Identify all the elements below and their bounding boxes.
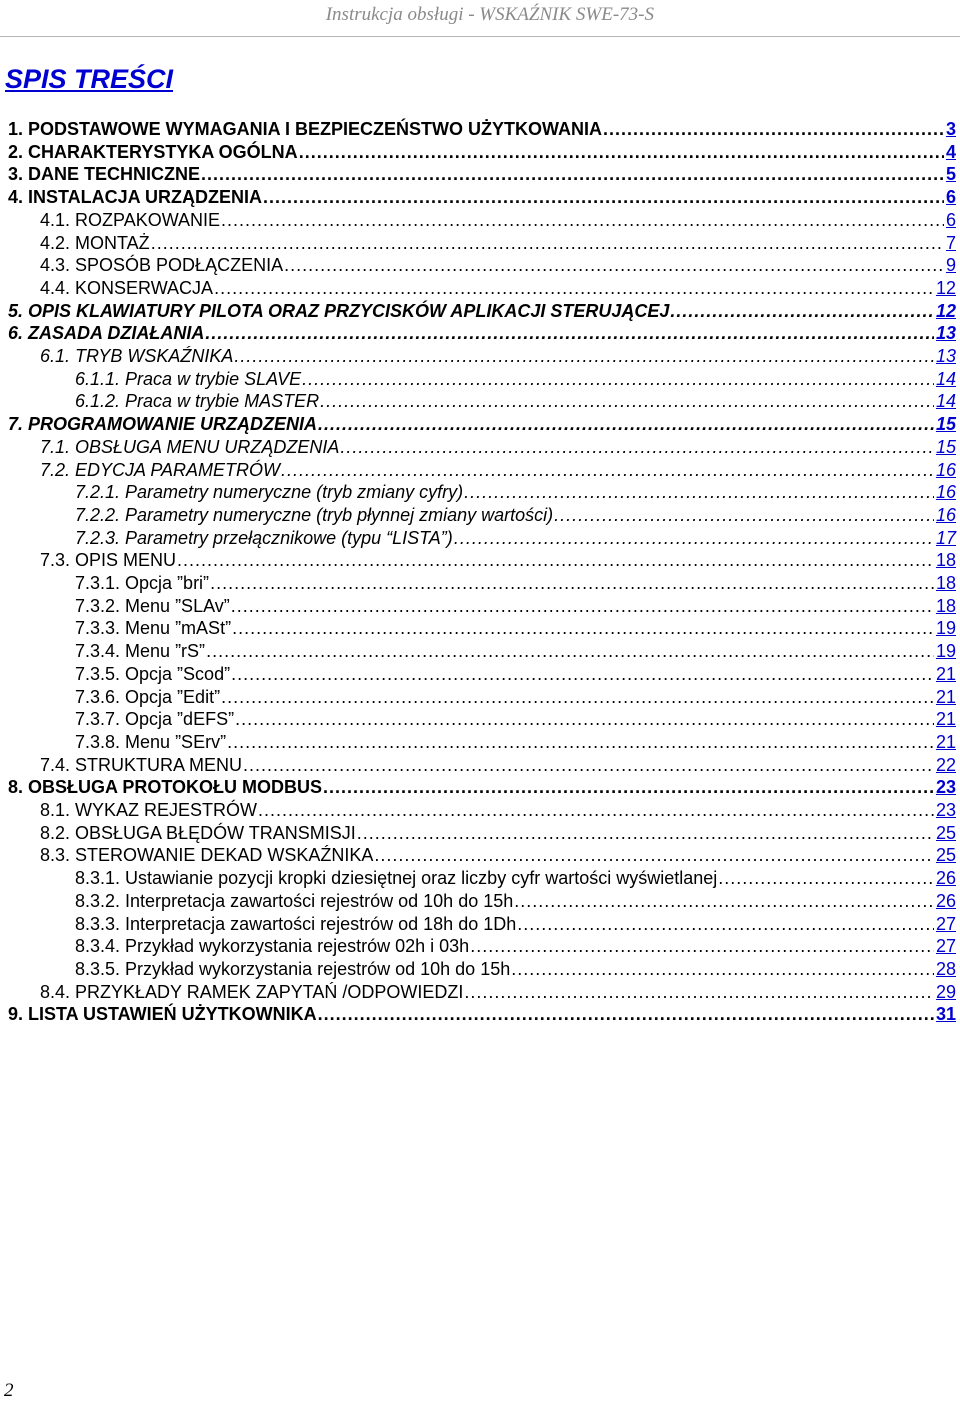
- toc-dot-leader: [320, 390, 934, 412]
- toc-entry-label: 7.2.1. Parametry numeryczne (tryb zmiany cyfry): [75, 482, 464, 503]
- toc-dot-leader: [374, 844, 934, 866]
- toc-dot-leader: [258, 799, 934, 821]
- toc-entry[interactable]: [40, 549, 956, 571]
- toc-entry[interactable]: [75, 617, 956, 639]
- toc-entry[interactable]: [75, 663, 956, 685]
- toc-entry[interactable]: [8, 776, 956, 798]
- toc-entry[interactable]: [40, 844, 956, 866]
- toc-entry[interactable]: [40, 754, 956, 776]
- toc-entry-label: 7.3.3. Menu ”mASt”: [75, 618, 232, 639]
- toc-entry-page-link[interactable]: 16: [935, 504, 956, 525]
- toc-entry[interactable]: [40, 345, 956, 367]
- toc-entry[interactable]: [75, 595, 956, 617]
- toc-entry[interactable]: [75, 867, 956, 889]
- toc-entry-page-link[interactable]: 18: [935, 573, 956, 593]
- toc-entry-page-link[interactable]: 12: [935, 277, 956, 298]
- toc-entry[interactable]: [40, 981, 956, 1003]
- toc-entry[interactable]: [75, 958, 956, 980]
- toc-entry-page-link[interactable]: 27: [935, 936, 956, 957]
- toc-entry-page-link[interactable]: 27: [935, 913, 956, 934]
- toc-entry-label: 8.3.3. Interpretacja zawartości rejestrów od 18h do 1Dh: [75, 913, 517, 934]
- toc-entry[interactable]: [75, 481, 956, 503]
- toc-dot-leader: [151, 232, 944, 254]
- toc-entry-label: 4.3. SPOSÓB PODŁĄCZENIA: [40, 255, 284, 276]
- toc-dot-leader: [318, 413, 934, 435]
- toc-dot-leader: [205, 322, 934, 344]
- toc-entry-page-link[interactable]: 14: [935, 391, 956, 412]
- toc-entry[interactable]: [8, 322, 956, 344]
- toc-entry-label: 4.2. MONTAŻ: [40, 232, 150, 253]
- toc-dot-leader: [302, 368, 934, 390]
- toc-entry-label: 8. OBSŁUGA PROTOKOŁU MODBUS: [8, 777, 323, 798]
- toc-entry-label: 7.3. OPIS MENU: [40, 550, 177, 571]
- toc-entry-page-link[interactable]: 3: [945, 119, 956, 139]
- toc-entry-label: 8.1. WYKAZ REJESTRÓW: [40, 800, 258, 820]
- toc-entry-page-link[interactable]: 23: [935, 800, 956, 820]
- toc-entry-page-link[interactable]: 13: [935, 346, 956, 366]
- toc-entry-page-link[interactable]: 15: [935, 414, 956, 435]
- toc-dot-leader: [227, 731, 934, 753]
- toc-entry[interactable]: [8, 163, 956, 185]
- toc-entry[interactable]: [75, 708, 956, 730]
- toc-dot-leader: [235, 708, 934, 730]
- header-divider: [0, 36, 960, 37]
- toc-entry-label: 7.4. STRUKTURA MENU: [40, 754, 243, 775]
- toc-entry-page-link[interactable]: 19: [935, 641, 956, 662]
- toc-entry-label: 7.2. EDYCJA PARAMETRÓW: [40, 459, 281, 480]
- toc-dot-leader: [464, 981, 934, 1003]
- toc-entry-label: 9. LISTA USTAWIEŃ UŻYTKOWNIKA: [8, 1004, 317, 1025]
- toc-entry-page-link[interactable]: 12: [935, 300, 956, 321]
- toc-dot-leader: [231, 595, 934, 617]
- toc-entry-page-link[interactable]: 6: [945, 209, 956, 230]
- toc-entry-label: 8.3.1. Ustawianie pozycji kropki dziesiętnej oraz liczby cyfr wartości wyświetlanej: [75, 868, 718, 889]
- toc-entry[interactable]: [75, 935, 956, 957]
- toc-entry[interactable]: [8, 413, 956, 435]
- toc-entry[interactable]: [40, 799, 956, 821]
- toc-entry-page-link[interactable]: 26: [935, 890, 956, 911]
- toc-entry-label: 7.3.5. Opcja ”Scod”: [75, 663, 231, 684]
- toc-entry-label: 7.3.6. Opcja ”Edit”: [75, 686, 221, 707]
- toc-dot-leader: [201, 163, 944, 185]
- toc-entry-page-link[interactable]: 7: [945, 232, 956, 253]
- toc-dot-leader: [464, 481, 934, 503]
- toc-entry-page-link[interactable]: 6: [945, 187, 956, 208]
- toc-dot-leader: [299, 141, 944, 163]
- toc-dot-leader: [340, 436, 934, 458]
- toc-entry[interactable]: [40, 254, 956, 276]
- toc-entry[interactable]: [75, 731, 956, 753]
- toc-entry[interactable]: [40, 822, 956, 844]
- toc-entry[interactable]: [75, 527, 956, 549]
- toc-entry-page-link[interactable]: 22: [935, 754, 956, 775]
- toc-entry-page-link[interactable]: 13: [935, 323, 956, 344]
- toc-entry-label: 7.2.3. Parametry przełącznikowe (typu “LISTA”): [75, 527, 453, 548]
- toc-entry[interactable]: [75, 640, 956, 662]
- toc-entry-page-link[interactable]: 21: [935, 663, 956, 684]
- toc-entry-page-link[interactable]: 28: [935, 958, 956, 979]
- toc-dot-leader: [221, 209, 944, 231]
- toc-entry-page-link[interactable]: 21: [935, 686, 956, 707]
- toc-dot-leader: [232, 617, 934, 639]
- toc-entry-label: 7.3.7. Opcja ”dEFS”: [75, 709, 235, 730]
- toc-entry-page-link[interactable]: 29: [935, 981, 956, 1002]
- toc-dot-leader: [470, 935, 934, 957]
- toc-dot-leader: [718, 867, 934, 889]
- toc-entry-label: 4.1. ROZPAKOWANIE: [40, 209, 221, 230]
- toc-entry-page-link[interactable]: 19: [935, 618, 956, 639]
- toc-entry-label: 6.1.1. Praca w trybie SLAVE: [75, 368, 302, 389]
- toc-entry-label: 3. DANE TECHNICZNE: [8, 164, 201, 185]
- toc-entry-page-link[interactable]: 21: [935, 731, 956, 752]
- toc-dot-leader: [670, 300, 934, 322]
- toc-entry[interactable]: [75, 572, 956, 594]
- toc-entry[interactable]: [75, 913, 956, 935]
- toc-dot-leader: [603, 118, 944, 140]
- toc-entry[interactable]: [75, 504, 956, 526]
- toc-entry-label: 8.2. OBSŁUGA BŁĘDÓW TRANSMISJI: [40, 822, 356, 843]
- toc-entry-label: 2. CHARAKTERYSTYKA OGÓLNA: [8, 141, 298, 162]
- toc-entry-label: 7.3.1. Opcja ”bri”: [75, 573, 210, 593]
- toc-title[interactable]: SPIS TREŚCI: [5, 64, 174, 94]
- toc-entry-label: 4.4. KONSERWACJA: [40, 277, 214, 298]
- toc-dot-leader: [231, 663, 934, 685]
- toc-entry-page-link[interactable]: 25: [935, 822, 956, 843]
- toc-entry-label: 1. PODSTAWOWE WYMAGANIA I BEZPIECZEŃSTWO UŻYTKOWANIA: [8, 119, 602, 139]
- toc-entry-label: 7. PROGRAMOWANIE URZĄDZENIA: [8, 414, 318, 435]
- toc-entry-label: 8.4. PRZYKŁADY RAMEK ZAPYTAŃ /ODPOWIEDZI: [40, 981, 464, 1002]
- toc-entry[interactable]: [40, 232, 956, 254]
- toc-entry[interactable]: [40, 209, 956, 231]
- toc-entry[interactable]: [8, 186, 956, 208]
- toc-entry-label: 7.3.4. Menu ”rS”: [75, 641, 206, 662]
- toc-dot-leader: [263, 186, 944, 208]
- toc-dot-leader: [511, 958, 934, 980]
- toc-entry-page-link[interactable]: 4: [945, 141, 956, 162]
- toc-entry-label: 7.3.8. Menu ”SErv”: [75, 731, 227, 752]
- toc-entry[interactable]: [75, 368, 956, 390]
- toc-entry-page-link[interactable]: 9: [945, 255, 956, 276]
- toc-dot-leader: [554, 504, 934, 526]
- toc-dot-leader: [177, 549, 934, 571]
- toc-dot-leader: [454, 527, 934, 549]
- toc-dot-leader: [210, 572, 934, 594]
- toc-dot-leader: [243, 754, 934, 776]
- toc-entry-label: 4. INSTALACJA URZĄDZENIA: [8, 187, 263, 208]
- toc-dot-leader: [234, 345, 934, 367]
- toc-dot-leader: [514, 890, 934, 912]
- toc-entry-label: 7.3.2. Menu ”SLAv”: [75, 595, 230, 616]
- toc-entry-page-link[interactable]: 18: [935, 550, 956, 571]
- toc-entry-page-link[interactable]: 5: [945, 164, 956, 185]
- toc-entry-label: 7.1. OBSŁUGA MENU URZĄDZENIA: [40, 436, 340, 457]
- toc-entry-label: 6.1. TRYB WSKAŹNIKA: [40, 346, 234, 366]
- toc-entry-page-link[interactable]: 23: [935, 777, 956, 798]
- toc-entry-page-link[interactable]: 25: [935, 845, 956, 866]
- toc-entry-page-link[interactable]: 21: [935, 709, 956, 730]
- toc-entry-label: 6.1.2. Praca w trybie MASTER: [75, 391, 320, 412]
- running-header: Instrukcja obsługi - WSKAŹNIK SWE-73-S: [325, 4, 654, 25]
- toc-entry[interactable]: [40, 436, 956, 458]
- toc-entry-page-link[interactable]: 16: [935, 459, 956, 480]
- toc-entry-label: 8.3. STEROWANIE DEKAD WSKAŹNIKA: [40, 845, 374, 866]
- toc-entry-label: 8.3.2. Interpretacja zawartości rejestrów od 10h do 15h: [75, 890, 514, 911]
- toc-entry-page-link[interactable]: 31: [935, 1004, 956, 1025]
- toc-entry[interactable]: [75, 686, 956, 708]
- toc-entry-page-link[interactable]: 17: [935, 527, 956, 548]
- toc-entry[interactable]: [8, 118, 956, 140]
- toc-entry-page-link[interactable]: 15: [935, 436, 956, 457]
- toc-entry[interactable]: [75, 890, 956, 912]
- toc-entry-label: 6. ZASADA DZIAŁANIA: [8, 323, 205, 344]
- toc-entry[interactable]: [8, 300, 956, 322]
- toc-entry[interactable]: [75, 390, 956, 412]
- toc-dot-leader: [206, 640, 934, 662]
- toc-entry-label: 8.3.4. Przykład wykorzystania rejestrów 02h i 03h: [75, 936, 470, 957]
- toc-entry-label: 8.3.5. Przykład wykorzystania rejestrów od 10h do 15h: [75, 958, 511, 979]
- toc-dot-leader: [318, 1003, 934, 1025]
- toc-dot-leader: [517, 913, 934, 935]
- toc-entry[interactable]: [40, 459, 956, 481]
- toc-entry-page-link[interactable]: 26: [935, 868, 956, 889]
- toc-dot-leader: [281, 459, 934, 481]
- toc-entry-label: 5. OPIS KLAWIATURY PILOTA ORAZ PRZYCISKÓW APLIKACJI STERUJĄCEJ: [8, 300, 670, 321]
- toc-entry-page-link[interactable]: 14: [935, 368, 956, 389]
- toc-entry[interactable]: [8, 141, 956, 163]
- toc-dot-leader: [284, 254, 944, 276]
- toc-dot-leader: [221, 686, 934, 708]
- toc-entry-page-link[interactable]: 16: [935, 482, 956, 503]
- toc-dot-leader: [214, 277, 934, 299]
- toc-entry-page-link[interactable]: 18: [935, 595, 956, 616]
- toc-entry[interactable]: [8, 1003, 956, 1025]
- toc-entry[interactable]: [40, 277, 956, 299]
- toc-dot-leader: [323, 776, 934, 798]
- page-number: 2: [4, 1380, 14, 1401]
- toc-dot-leader: [357, 822, 934, 844]
- toc-entry-label: 7.2.2. Parametry numeryczne (tryb płynnej zmiany wartości): [75, 504, 554, 525]
